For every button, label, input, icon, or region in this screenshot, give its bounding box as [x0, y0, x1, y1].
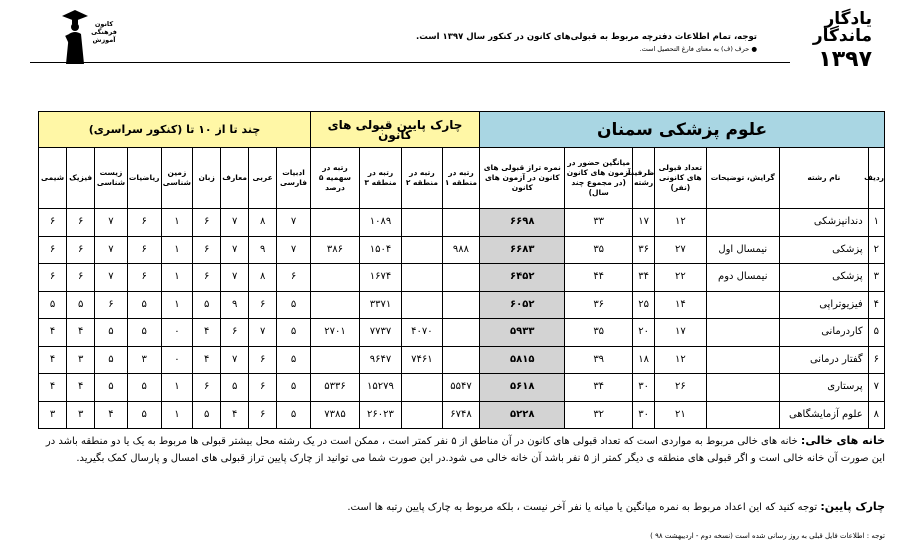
cell-row: ۵ — [868, 319, 884, 347]
cell-rank-r2 — [401, 291, 442, 319]
cell-rank-quota — [310, 209, 359, 237]
cell-chemistry: ۵ — [39, 291, 67, 319]
col-branch: گرایش، توضیحات — [706, 148, 780, 209]
table-row — [39, 209, 885, 237]
cell-rank-r3: ۱۵۰۴ — [359, 236, 401, 264]
col-capacity: ظرفیت رشته — [633, 148, 655, 209]
cell-language: ۴ — [193, 346, 221, 374]
cell-rank-quota: ۵۳۳۶ — [310, 374, 359, 402]
cell-rank-r3: ۹۶۴۷ — [359, 346, 401, 374]
cell-biology: ۵ — [95, 319, 128, 347]
cell-literature: ۵ — [277, 374, 311, 402]
table-row — [39, 319, 885, 347]
table-row — [39, 264, 885, 292]
cell-count: ۲۲ — [655, 264, 706, 292]
cell-score: ۵۹۳۳ — [480, 319, 565, 347]
cell-chemistry: ۳ — [39, 401, 67, 429]
quartile-label: چارک پایین: — [820, 500, 885, 513]
cell-capacity: ۲۰ — [633, 319, 655, 347]
header-notes — [416, 32, 757, 53]
cell-language: ۵ — [193, 401, 221, 429]
cell-capacity: ۱۷ — [633, 209, 655, 237]
cell-arabic: ۸ — [249, 209, 277, 237]
cell-math: ۶ — [127, 264, 161, 292]
col-math: ریاضیات — [127, 148, 161, 209]
cell-count: ۲۷ — [655, 236, 706, 264]
cell-major: گفتار درمانی — [780, 346, 869, 374]
cell-arabic: ۹ — [249, 236, 277, 264]
cell-physics: ۶ — [67, 264, 95, 292]
cell-biology: ۵ — [95, 374, 128, 402]
cell-attendance: ۴۴ — [565, 264, 633, 292]
cell-attendance: ۳۶ — [565, 291, 633, 319]
cell-major: پزشکی — [780, 236, 869, 264]
cell-math: ۵ — [127, 291, 161, 319]
cell-row: ۳ — [868, 264, 884, 292]
table-row — [39, 401, 885, 429]
cell-rank-r1: ۶۷۴۸ — [442, 401, 479, 429]
cell-score: ۶۰۵۲ — [480, 291, 565, 319]
cell-branch — [706, 374, 780, 402]
table-row — [39, 374, 885, 402]
cell-rank-r2: ۴۰۷۰ — [401, 319, 442, 347]
col-score: نمره تراز قبولی های کانون در آزمون های کانون — [480, 148, 565, 209]
cell-rank-r1: ۹۸۸ — [442, 236, 479, 264]
cell-literature: ۵ — [277, 291, 311, 319]
cell-math: ۶ — [127, 236, 161, 264]
brand-year: ۱۳۹۷ — [818, 47, 872, 72]
cell-biology: ۵ — [95, 346, 128, 374]
cell-count: ۲۶ — [655, 374, 706, 402]
range-title: چند تا از ۱۰ تا (کنکور سراسری) — [39, 112, 311, 148]
admissions-table — [38, 111, 885, 429]
cell-religion: ۶ — [221, 319, 249, 347]
cell-biology: ۴ — [95, 401, 128, 429]
col-religion: معارف — [221, 148, 249, 209]
cell-major: پرستاری — [780, 374, 869, 402]
cell-rank-r2 — [401, 264, 442, 292]
cell-rank-quota — [310, 346, 359, 374]
cell-language: ۴ — [193, 319, 221, 347]
cell-math: ۳ — [127, 346, 161, 374]
table-row — [39, 346, 885, 374]
table-row — [39, 291, 885, 319]
cell-rank-r1 — [442, 291, 479, 319]
cell-count: ۲۱ — [655, 401, 706, 429]
col-geology: زمین شناسی — [161, 148, 193, 209]
cell-score: ۶۶۸۳ — [480, 236, 565, 264]
cell-language: ۶ — [193, 209, 221, 237]
cell-language: ۵ — [193, 291, 221, 319]
col-major: نام رشته — [780, 148, 869, 209]
cell-arabic: ۶ — [249, 291, 277, 319]
cell-row: ۴ — [868, 291, 884, 319]
cell-score: ۵۸۱۵ — [480, 346, 565, 374]
cell-language: ۶ — [193, 236, 221, 264]
cell-arabic: ۷ — [249, 319, 277, 347]
cell-literature: ۵ — [277, 401, 311, 429]
header-rule — [30, 62, 790, 63]
cell-arabic: ۶ — [249, 346, 277, 374]
cell-rank-r3: ۳۳۷۱ — [359, 291, 401, 319]
cell-attendance: ۳۵ — [565, 319, 633, 347]
cell-literature: ۶ — [277, 264, 311, 292]
cell-physics: ۵ — [67, 291, 95, 319]
cell-row: ۲ — [868, 236, 884, 264]
cell-rank-r3: ۱۵۲۷۹ — [359, 374, 401, 402]
cell-chemistry: ۴ — [39, 319, 67, 347]
cell-rank-r3: ۲۶۰۲۳ — [359, 401, 401, 429]
cell-score: ۵۶۱۸ — [480, 374, 565, 402]
empty-cells-note — [38, 432, 885, 467]
cell-geology: ۱ — [161, 291, 193, 319]
cell-rank-r2 — [401, 209, 442, 237]
cell-rank-r2 — [401, 401, 442, 429]
col-attendance: میانگین حضور در آزمون های کانون (در مجموع چند سال) — [565, 148, 633, 209]
brand-line2: ماندگار — [812, 26, 872, 46]
cell-count: ۱۷ — [655, 319, 706, 347]
cell-biology: ۷ — [95, 236, 128, 264]
cell-major: فیزیوتراپی — [780, 291, 869, 319]
cell-major: کاردرمانی — [780, 319, 869, 347]
cell-religion: ۷ — [221, 264, 249, 292]
cell-rank-r3: ۱۰۸۹ — [359, 209, 401, 237]
cell-chemistry: ۴ — [39, 374, 67, 402]
kanoon-logo — [60, 6, 120, 66]
col-chemistry: شیمی — [39, 148, 67, 209]
cell-religion: ۴ — [221, 401, 249, 429]
low-quartile-title: چارک پایین قبولی های کانون — [310, 112, 479, 148]
cell-physics: ۶ — [67, 236, 95, 264]
table-row — [39, 236, 885, 264]
cell-physics: ۴ — [67, 374, 95, 402]
note-main: توجه، تمام اطلاعات دفترچه مربوط به قبولی‌های کانون در کنکور سال ۱۳۹۷ است. — [416, 32, 757, 42]
cell-score: ۶۶۹۸ — [480, 209, 565, 237]
cell-rank-r3: ۱۶۷۴ — [359, 264, 401, 292]
cell-count: ۱۲ — [655, 346, 706, 374]
cell-physics: ۳ — [67, 401, 95, 429]
cell-rank-quota — [310, 264, 359, 292]
page-header — [0, 0, 912, 110]
cell-branch — [706, 319, 780, 347]
cell-math: ۵ — [127, 401, 161, 429]
update-note: توجه : اطلاعات فایل قبلی به روز رسانی شده است (نسخه دوم - اردیبهشت ۹۸ ) — [650, 532, 885, 540]
cell-branch — [706, 291, 780, 319]
note-sub: ● حرف (ف) به معنای فارغ التحصیل است. — [639, 45, 757, 53]
cell-row: ۶ — [868, 346, 884, 374]
university-title: علوم پزشکی سمنان — [480, 112, 885, 148]
col-rank-r3: رتبه در منطقه ۳ — [359, 148, 401, 209]
cell-rank-r1 — [442, 264, 479, 292]
cell-row: ۱ — [868, 209, 884, 237]
empty-cells-label: خانه های خالی: — [800, 434, 885, 447]
cell-rank-r3: ۷۷۳۷ — [359, 319, 401, 347]
quartile-note — [38, 498, 885, 516]
cell-attendance: ۳۳ — [565, 209, 633, 237]
col-arabic: عربی — [249, 148, 277, 209]
col-rank-r2: رتبه در منطقه ۲ — [401, 148, 442, 209]
cell-capacity: ۳۴ — [633, 264, 655, 292]
cell-biology: ۶ — [95, 291, 128, 319]
cell-religion: ۷ — [221, 209, 249, 237]
cell-arabic: ۶ — [249, 374, 277, 402]
cell-chemistry: ۶ — [39, 209, 67, 237]
cell-chemistry: ۶ — [39, 264, 67, 292]
cell-branch — [706, 401, 780, 429]
cell-attendance: ۳۵ — [565, 236, 633, 264]
col-count: تعداد قبولی های کانونی (نفر) — [655, 148, 706, 209]
cell-major: دندانپزشکی — [780, 209, 869, 237]
cell-row: ۷ — [868, 374, 884, 402]
cell-geology: ۱ — [161, 236, 193, 264]
cell-row: ۸ — [868, 401, 884, 429]
cell-literature: ۷ — [277, 236, 311, 264]
cell-arabic: ۸ — [249, 264, 277, 292]
cell-geology: ۰ — [161, 346, 193, 374]
cell-score: ۶۴۵۲ — [480, 264, 565, 292]
col-physics: فیزیک — [67, 148, 95, 209]
cell-chemistry: ۶ — [39, 236, 67, 264]
cell-rank-r2 — [401, 374, 442, 402]
cell-language: ۶ — [193, 264, 221, 292]
cell-rank-r1 — [442, 209, 479, 237]
cell-rank-quota: ۲۷۰۱ — [310, 319, 359, 347]
cell-geology: ۱ — [161, 401, 193, 429]
cell-religion: ۵ — [221, 374, 249, 402]
cell-math: ۶ — [127, 209, 161, 237]
cell-rank-quota — [310, 291, 359, 319]
cell-literature: ۷ — [277, 209, 311, 237]
cell-capacity: ۲۵ — [633, 291, 655, 319]
cell-capacity: ۳۰ — [633, 401, 655, 429]
cell-count: ۱۲ — [655, 209, 706, 237]
cell-physics: ۶ — [67, 209, 95, 237]
cell-branch — [706, 209, 780, 237]
cell-religion: ۷ — [221, 236, 249, 264]
empty-cells-text: خانه های خالی مربوط به مواردی است که تعداد قبولی های کانون در آن مناطق از ۵ نفر کمتر است ، ممکن است در یک رشته محل بیشتر قبولی ها مربوط به یک یا دو منطقه باشد در این صورت آن خانه خالی است و اگر قبولی های منطقه ی دیگر کمتر از ۵ نفر باشد آن خانه خالی می شود.در این صورت شما می توانید از چارک پایین تراز قبولی های امسال و پارسال کمک بگیرید. — [45, 436, 885, 464]
cell-literature: ۵ — [277, 319, 311, 347]
brand-line1: یادگار — [824, 9, 872, 29]
cell-geology: ۰ — [161, 319, 193, 347]
cell-attendance: ۳۲ — [565, 401, 633, 429]
cell-branch: نیمسال اول — [706, 236, 780, 264]
cell-capacity: ۱۸ — [633, 346, 655, 374]
cell-physics: ۴ — [67, 319, 95, 347]
cell-math: ۵ — [127, 374, 161, 402]
cell-major: علوم آزمایشگاهی — [780, 401, 869, 429]
col-rank-quota: رتبه در سهمیه ۵ درصد — [310, 148, 359, 209]
col-biology: زیست شناسی — [95, 148, 128, 209]
cell-biology: ۷ — [95, 264, 128, 292]
cell-rank-r2: ۷۴۶۱ — [401, 346, 442, 374]
cell-religion: ۷ — [221, 346, 249, 374]
col-rank-r1: رتبه در منطقه ۱ — [442, 148, 479, 209]
cell-capacity: ۳۶ — [633, 236, 655, 264]
cell-geology: ۱ — [161, 374, 193, 402]
cell-rank-r1: ۵۵۴۷ — [442, 374, 479, 402]
col-literature: ادبیات فارسی — [277, 148, 311, 209]
cell-biology: ۷ — [95, 209, 128, 237]
cell-geology: ۱ — [161, 209, 193, 237]
cell-rank-r1 — [442, 346, 479, 374]
cell-rank-r1 — [442, 319, 479, 347]
cell-capacity: ۳۰ — [633, 374, 655, 402]
logo-text: کانون فرهنگی آموزش — [91, 20, 117, 44]
cell-score: ۵۲۲۸ — [480, 401, 565, 429]
quartile-text: توجه کنید که این اعداد مربوط به نمره میانگین یا میانه یا نفر آخر نیست ، بلکه مربوط به چارک پایین رتبه ها است. — [347, 502, 821, 513]
cell-math: ۵ — [127, 319, 161, 347]
cell-attendance: ۳۴ — [565, 374, 633, 402]
col-row: ردیف — [868, 148, 884, 209]
cell-geology: ۱ — [161, 264, 193, 292]
cell-chemistry: ۴ — [39, 346, 67, 374]
cell-count: ۱۴ — [655, 291, 706, 319]
col-language: زبان — [193, 148, 221, 209]
cell-arabic: ۶ — [249, 401, 277, 429]
cell-rank-r2 — [401, 236, 442, 264]
cell-rank-quota: ۳۸۶ — [310, 236, 359, 264]
cell-language: ۶ — [193, 374, 221, 402]
cell-major: پزشکی — [780, 264, 869, 292]
cell-branch: نیمسال دوم — [706, 264, 780, 292]
cell-religion: ۹ — [221, 291, 249, 319]
cell-attendance: ۳۹ — [565, 346, 633, 374]
cell-branch — [706, 346, 780, 374]
cell-rank-quota: ۷۳۸۵ — [310, 401, 359, 429]
cell-physics: ۳ — [67, 346, 95, 374]
cell-literature: ۵ — [277, 346, 311, 374]
